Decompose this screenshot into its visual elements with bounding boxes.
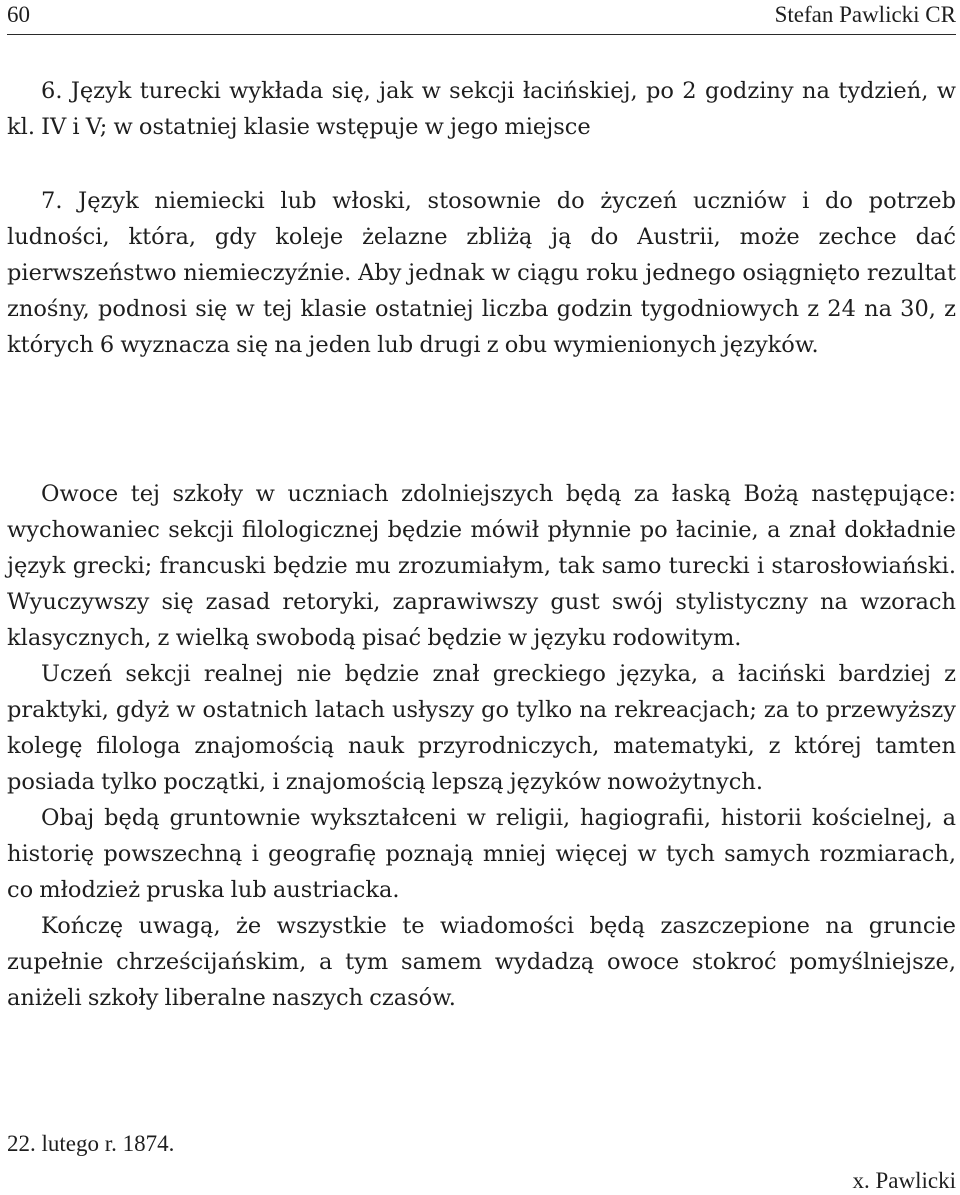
closing-date: 22. lutego r. 1874. bbox=[7, 1131, 175, 1156]
document-page bbox=[7, 0, 956, 1195]
paragraph-4: Kończę uwagą, że wszystkie te wiadomości będą zaszczepione na gruncie zupełnie chrześcijańskim, a tym samem wydadzą owoce stokroć pomyślniejsze, aniżeli szkoły liberalne naszych czasów. bbox=[7, 913, 956, 1011]
paragraph-3: Obaj będą gruntownie wykształceni w religii, hagiografii, historii kościelnej, a historię powszechną i geografię poznają mniej więcej w tych samych rozmiarach, co młodzież pruska lub austriacka. bbox=[7, 805, 956, 903]
point-6 bbox=[7, 73, 956, 145]
point-7-text: 7. Język niemiecki lub włoski, stosownie do życzeń uczniów i do potrzeb ludności, która, gdy koleje żelazne zbliżą ją do Austrii, może zechce dać pierwszeństwo niemieczyźnie. Aby jednak w ciągu roku jednego osiągnięto rezultat znośny, podnosi się w tej klasie ostatniej liczba godzin tygodniowych z 24 na 30, z których 6 wyznacza się na jeden lub drugi z obu wymienionych języków. bbox=[7, 188, 956, 358]
author-signature: x. Pawlicki bbox=[852, 1168, 956, 1193]
page-number: 60 bbox=[7, 2, 30, 27]
point-6-text: 6. Język turecki wykłada się, jak w sekcji łacińskiej, po 2 godziny na tydzień, w kl. IV i V; w ostatniej klasie wstępuje w jego miejsce bbox=[7, 78, 956, 140]
page-header bbox=[7, 0, 956, 35]
paragraph-2: Uczeń sekcji realnej nie będzie znał greckiego języka, a łaciński bardziej z praktyki, gdyż w ostatnich latach usłyszy go tylko na rekreacjach; za to przewyższy kolegę filologa znajomością nauk przyrodniczych, matematyki, z której tamten posiada tylko początki, i znajomością lepszą języków nowożytnych. bbox=[7, 661, 956, 795]
running-head: Stefan Pawlicki CR bbox=[774, 2, 956, 27]
paragraph-1: Owoce tej szkoły w uczniach zdolniejszych będą za łaską Bożą następujące: wychowaniec sekcji filologicznej będzie mówił płynnie po łacinie, a znał dokładnie język grecki; francuski będzie mu zrozumiałym, tak samo turecki i starosłowiański. Wyuczywszy się zasad retoryki, zaprawiwszy gust swój stylistyczny na wzorach klasycznych, z wielką swobodą pisać będzie w języku rodowitym. bbox=[7, 481, 956, 651]
main-text bbox=[7, 476, 956, 1016]
point-7 bbox=[7, 183, 956, 363]
